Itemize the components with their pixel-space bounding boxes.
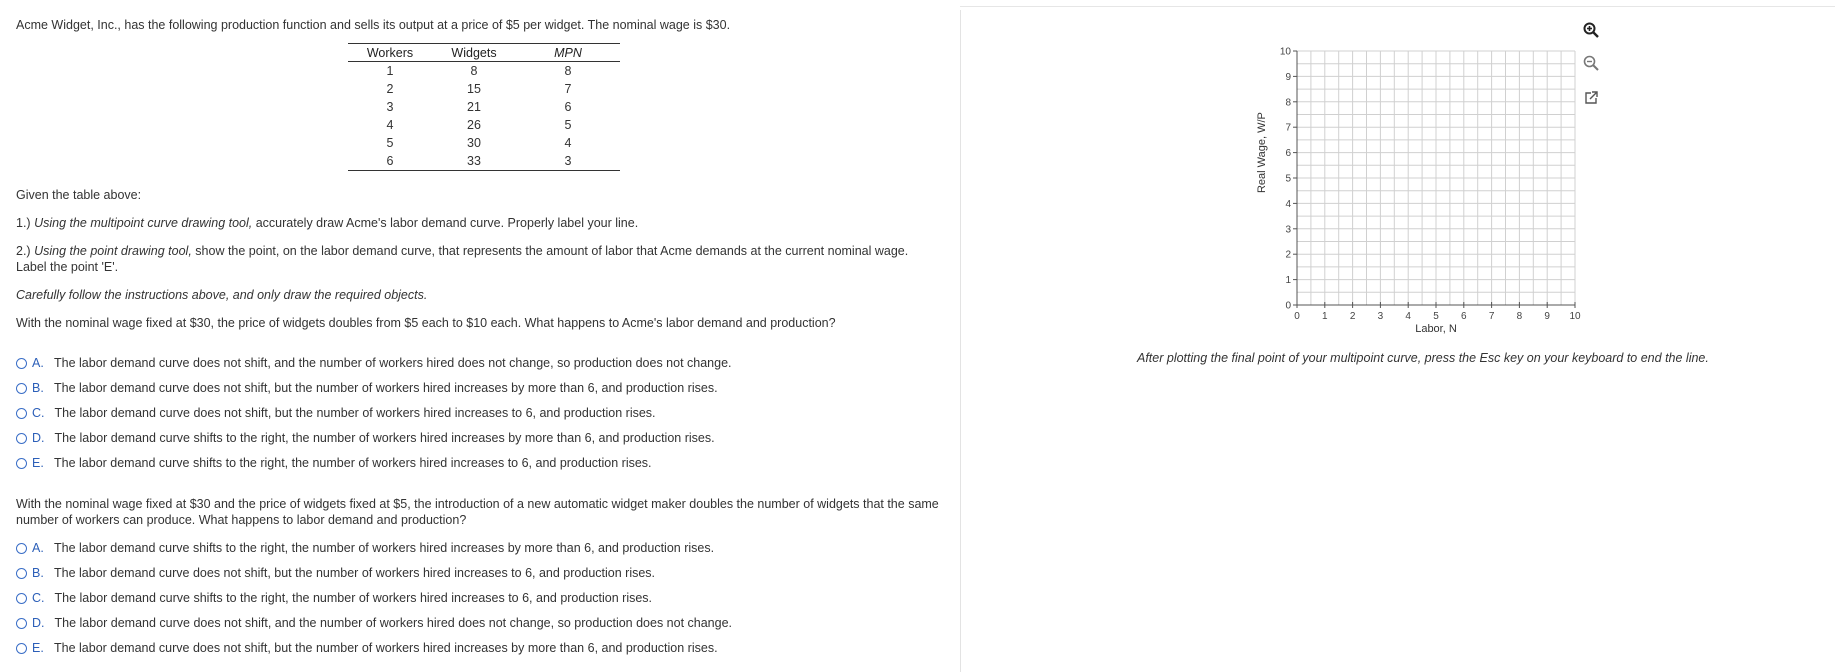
option-letter: D.: [32, 431, 45, 445]
step-1: [16, 216, 638, 230]
option-letter: E.: [32, 456, 44, 470]
table-header-row: [348, 44, 620, 62]
x-tick-label: 8: [1516, 311, 1523, 322]
q2-option-c[interactable]: [16, 591, 652, 605]
option-text: The labor demand curve shifts to the right, the number of workers hired increases to 6, and production rises.: [54, 591, 653, 605]
option-letter: B.: [32, 566, 44, 580]
header-mpn: MPN: [516, 44, 620, 62]
panel-divider: [960, 10, 961, 672]
x-tick-label: 3: [1377, 311, 1384, 322]
radio-button[interactable]: [16, 383, 27, 394]
y-tick-label: 10: [1279, 46, 1291, 58]
x-tick-label: 10: [1569, 311, 1581, 322]
q1-option-e[interactable]: [16, 456, 652, 470]
radio-button[interactable]: [16, 358, 27, 369]
x-tick-label: 1: [1322, 311, 1328, 322]
cell: 1: [386, 64, 394, 78]
q2-option-d[interactable]: [16, 616, 732, 630]
table-row: [348, 116, 620, 134]
option-letter: E.: [32, 641, 44, 655]
graph-instruction: After plotting the final point of your multipoint curve, press the Esc key on your keyboard to end the line.: [1137, 351, 1709, 365]
option-text: The labor demand curve shifts to the right, the number of workers hired increases by more than 6, and production rises.: [54, 541, 715, 555]
q2-option-a[interactable]: [16, 541, 714, 555]
table-row: [348, 80, 620, 98]
x-tick-label: 5: [1433, 311, 1439, 322]
radio-button[interactable]: [16, 408, 27, 419]
option-text: The labor demand curve shifts to the right, the number of workers hired increases to 6, and production rises.: [54, 456, 652, 470]
cell: 6: [348, 152, 432, 171]
option-text: The labor demand curve does not shift, and the number of workers hired does not change, so production does not change.: [54, 616, 733, 630]
cell: 4: [564, 136, 572, 150]
x-tick-label: 7: [1488, 311, 1495, 322]
cell: 8: [564, 64, 572, 78]
q1-option-a[interactable]: [16, 356, 732, 370]
open-external-icon[interactable]: [1580, 87, 1602, 109]
y-tick-label: 1: [1285, 275, 1291, 287]
zoom-in-icon[interactable]: [1580, 19, 1602, 41]
x-tick-label: 2: [1349, 311, 1356, 322]
cell: 30: [467, 136, 481, 150]
q2-option-e[interactable]: [16, 641, 718, 655]
labor-demand-graph[interactable]: [1245, 24, 1665, 344]
x-tick-label: 0: [1294, 311, 1300, 322]
option-text: The labor demand curve does not shift, but the number of workers hired increases to 6, and production rises.: [54, 406, 656, 420]
cell: 5: [564, 118, 572, 132]
y-tick-label: 5: [1285, 173, 1291, 185]
cell: 33: [432, 152, 516, 171]
table-row: [348, 62, 620, 81]
x-axis-label: Labor, N: [1415, 323, 1457, 335]
step-2-label-instruction: Label the point 'E'.: [16, 260, 119, 274]
option-text: The labor demand curve does not shift, but the number of workers hired increases to 6, and production rises.: [54, 566, 656, 580]
step-2-text: show the point, on the labor demand curve, that represents the amount of labor that Acme demands at the current nominal wage.: [195, 244, 909, 258]
y-tick-label: 8: [1285, 97, 1291, 109]
step-2: [16, 244, 908, 258]
cell: 8: [470, 64, 478, 78]
y-tick-label: 4: [1285, 198, 1291, 210]
y-axis-label: Real Wage, W/P: [1256, 112, 1268, 194]
y-tick-label: 2: [1285, 249, 1291, 261]
table-row: [348, 98, 620, 116]
option-letter: A.: [32, 541, 44, 555]
production-table: [348, 43, 620, 171]
y-tick-label: 9: [1285, 71, 1291, 83]
q2-option-b[interactable]: [16, 566, 655, 580]
step-1-tool: Using the multipoint curve drawing tool,: [34, 216, 253, 230]
cell: 3: [516, 152, 620, 171]
radio-button[interactable]: [16, 543, 27, 554]
q1-option-c[interactable]: [16, 406, 656, 420]
cell: 5: [386, 136, 394, 150]
x-tick-label: 6: [1461, 311, 1467, 322]
cell: 6: [564, 100, 572, 114]
option-letter: C.: [32, 406, 45, 420]
cell: 2: [386, 82, 394, 96]
radio-button[interactable]: [16, 643, 27, 654]
option-text: The labor demand curve shifts to the right, the number of workers hired increases by more than 6, and production rises.: [54, 431, 715, 445]
cell: 3: [386, 100, 394, 114]
table-row: [348, 152, 620, 171]
zoom-out-icon[interactable]: [1580, 52, 1602, 74]
x-tick-label: 9: [1544, 311, 1550, 322]
q1-option-b[interactable]: [16, 381, 718, 395]
cell: 21: [467, 100, 481, 114]
radio-button[interactable]: [16, 458, 27, 469]
option-letter: A.: [32, 356, 44, 370]
step-2-number: 2.): [16, 244, 31, 258]
option-text: The labor demand curve does not shift, and the number of workers hired does not change, so production does not change.: [54, 356, 732, 370]
option-text: The labor demand curve does not shift, but the number of workers hired increases by more than 6, and production rises.: [54, 641, 718, 655]
cell: 4: [386, 118, 394, 132]
step-1-text: accurately draw Acme's labor demand curve. Properly label your line.: [255, 216, 639, 230]
question-1-prompt: With the nominal wage fixed at $30, the price of widgets doubles from $5 each to $10 each. What happens to Acme's labor demand and production?: [16, 316, 836, 330]
radio-button[interactable]: [16, 618, 27, 629]
radio-button[interactable]: [16, 433, 27, 444]
step-1-number: 1.): [16, 216, 31, 230]
top-rule: [960, 6, 1835, 7]
cell: 7: [564, 82, 572, 96]
option-letter: C.: [32, 591, 45, 605]
cell: 15: [467, 82, 481, 96]
q1-option-d[interactable]: [16, 431, 715, 445]
option-letter: B.: [32, 381, 44, 395]
y-tick-label: 6: [1285, 148, 1291, 160]
cell: 26: [467, 118, 481, 132]
table-row: [348, 134, 620, 152]
option-text: The labor demand curve does not shift, but the number of workers hired increases by more than 6, and production rises.: [54, 381, 718, 395]
graph-canvas[interactable]: [1245, 24, 1665, 344]
given-text: Given the table above:: [16, 188, 142, 202]
radio-button[interactable]: [16, 568, 27, 579]
option-letter: D.: [32, 616, 45, 630]
question-2-prompt: With the nominal wage fixed at $30 and the price of widgets fixed at $5, the introduction of a new automatic widget maker doubles the number of widgets that the same number of workers can produce. What happens to labor demand and production?: [16, 497, 939, 527]
y-tick-label: 3: [1285, 224, 1291, 236]
intro-text: Acme Widget, Inc., has the following production function and sells its output at a price of $5 per widget. The nominal wage is $30.: [16, 18, 731, 32]
step-2-tool: Using the point drawing tool,: [34, 244, 192, 258]
x-tick-label: 4: [1405, 311, 1411, 322]
radio-button[interactable]: [16, 593, 27, 604]
y-tick-label: 0: [1285, 300, 1291, 312]
careful-note: Carefully follow the instructions above, and only draw the required objects.: [16, 288, 428, 302]
header-workers: Workers: [348, 44, 432, 62]
header-widgets: Widgets: [432, 44, 516, 62]
y-tick-label: 7: [1285, 122, 1291, 134]
